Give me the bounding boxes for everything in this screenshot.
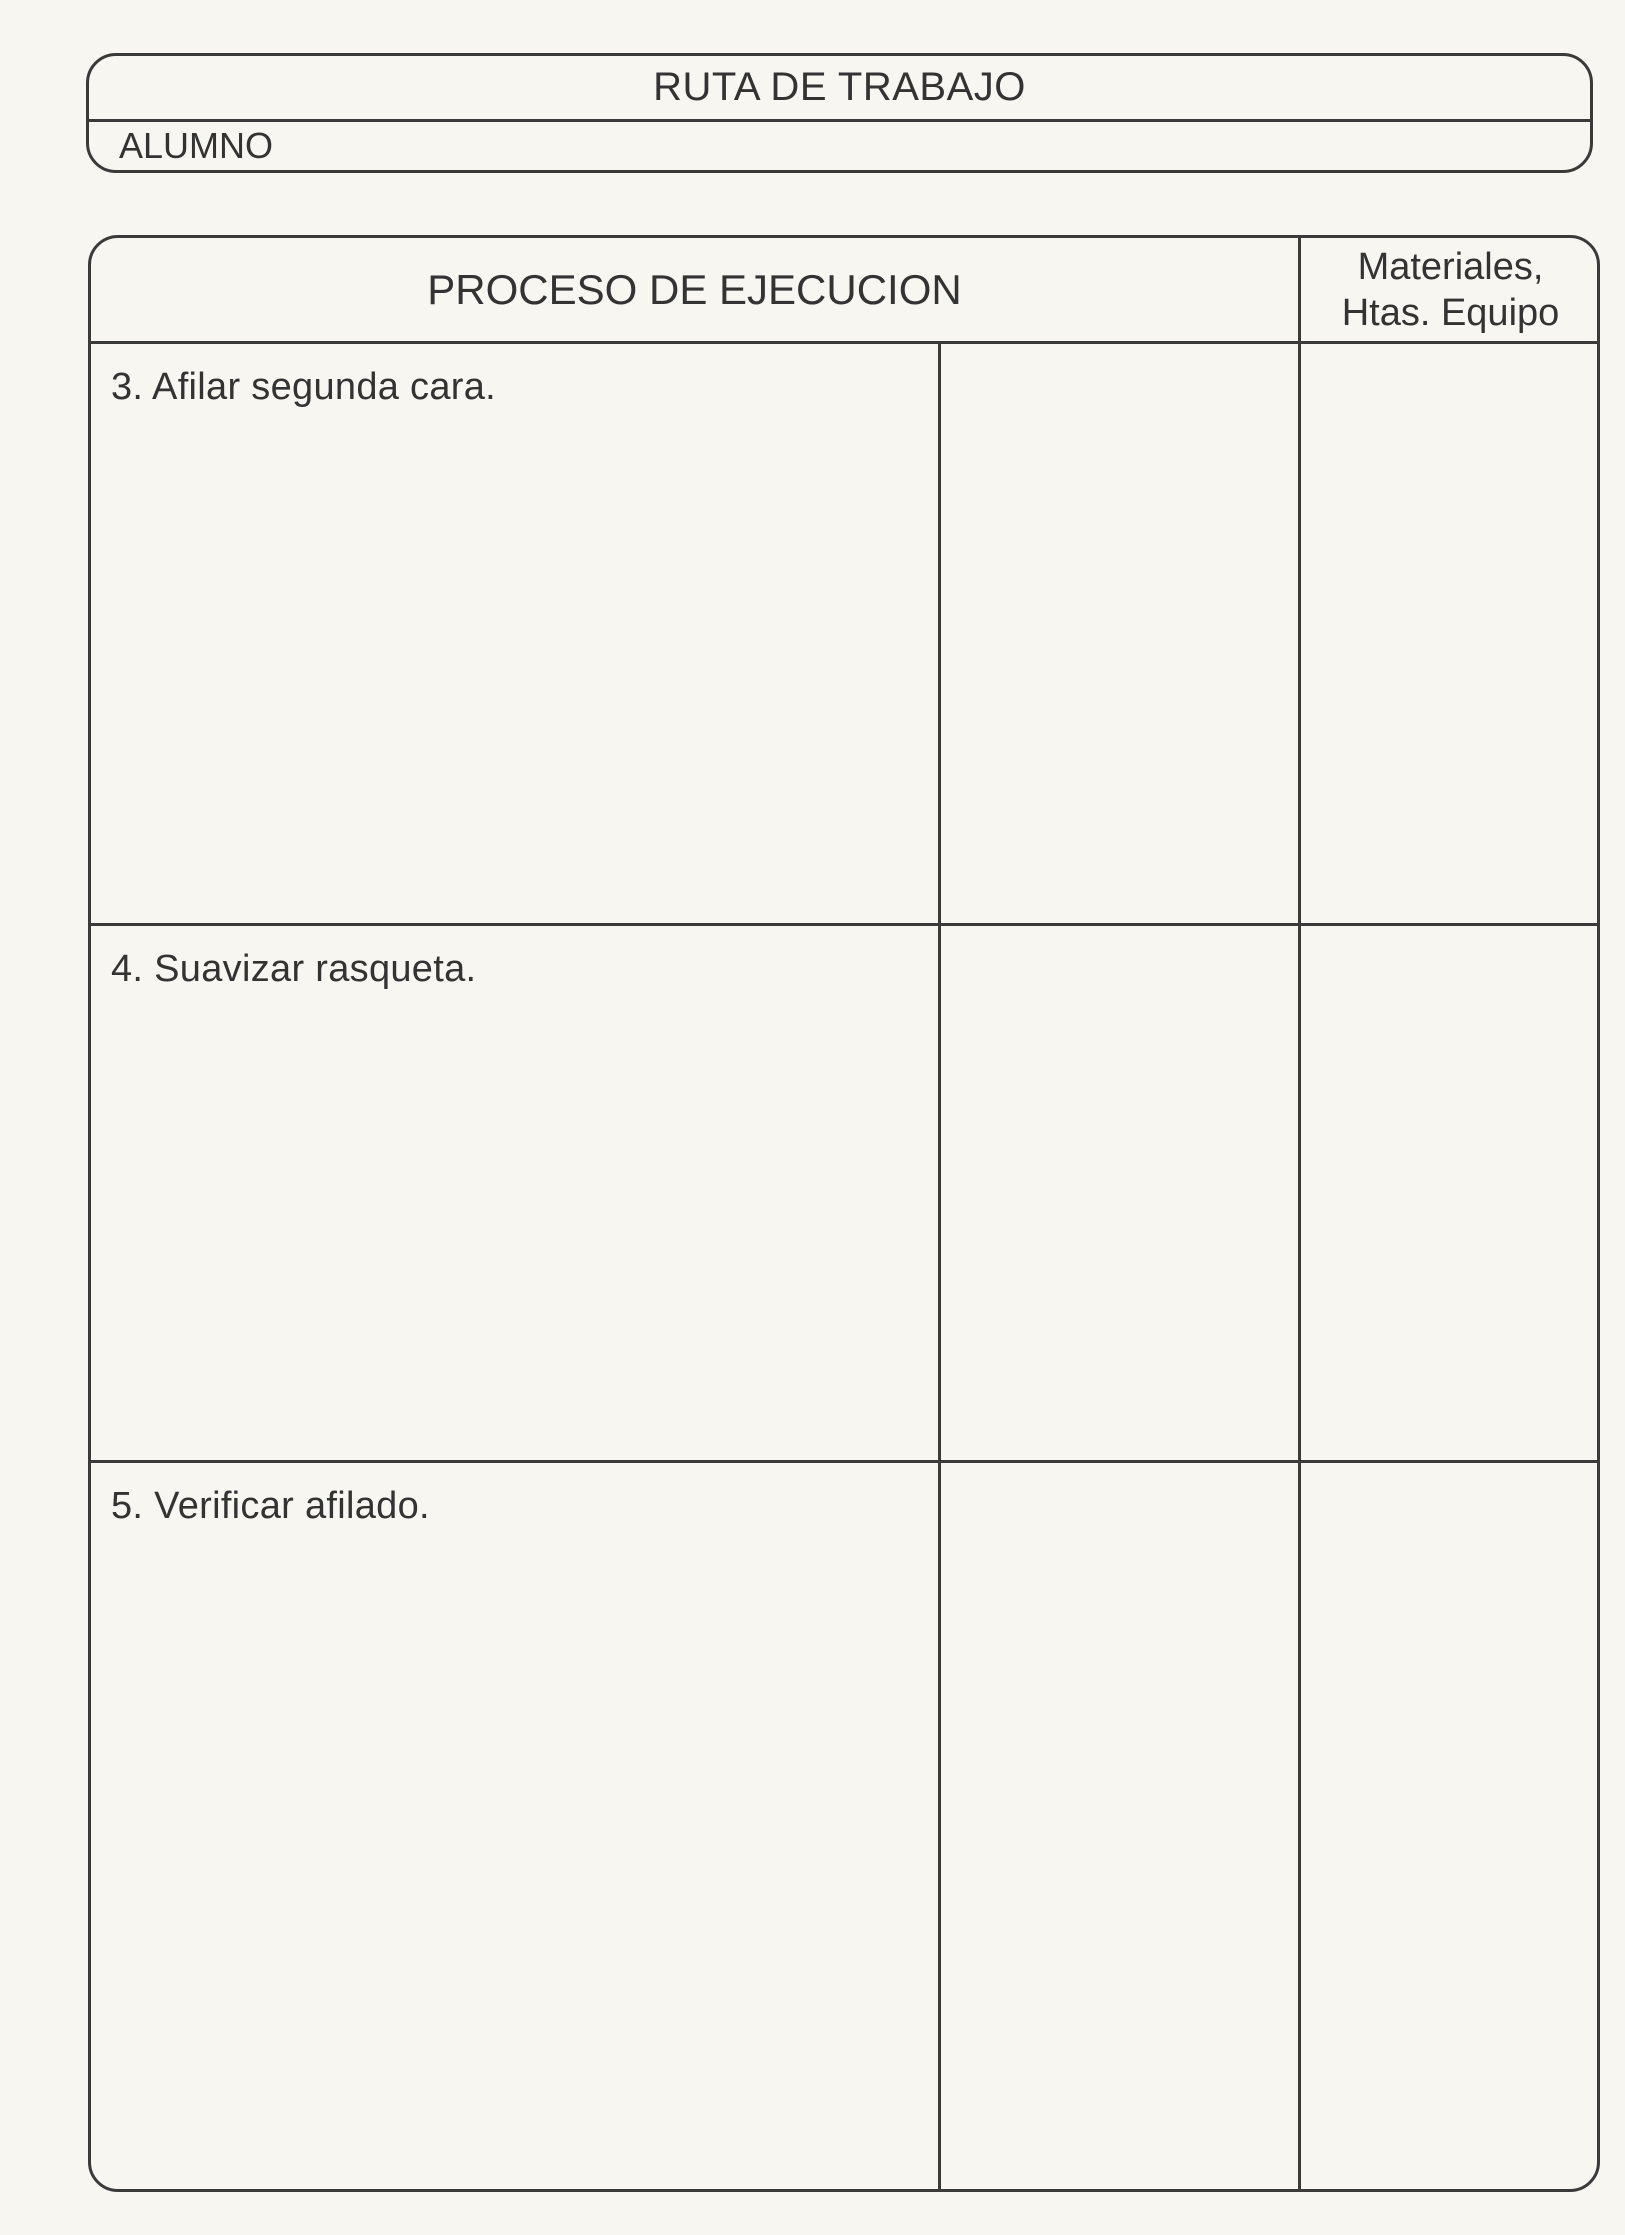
blank-cell [941, 344, 1301, 923]
column-header-process: PROCESO DE EJECUCION [91, 238, 1301, 341]
column-header-materials [1301, 238, 1600, 341]
table-row [91, 926, 1597, 1463]
student-label: ALUMNO [119, 125, 274, 166]
materials-cell [1301, 1463, 1600, 2192]
table-row [91, 344, 1597, 926]
step-cell: 5. Verificar afilado. [91, 1463, 941, 2192]
page-title: RUTA DE TRABAJO [89, 56, 1590, 122]
step-cell: 3. Afilar segunda cara. [91, 344, 941, 923]
materials-cell [1301, 344, 1600, 923]
table-row [91, 1463, 1597, 2192]
table-body [91, 344, 1597, 2192]
table-header [91, 238, 1597, 344]
materials-cell [1301, 926, 1600, 1460]
column-header-materials-line2: Htas. Equipo [1341, 291, 1560, 334]
blank-cell [941, 1463, 1301, 2192]
blank-cell [941, 926, 1301, 1460]
work-route-header [86, 53, 1593, 173]
step-cell: 4. Suavizar rasqueta. [91, 926, 941, 1460]
execution-process-table [88, 235, 1600, 2192]
column-header-materials-line1: Materiales, [1357, 245, 1544, 288]
